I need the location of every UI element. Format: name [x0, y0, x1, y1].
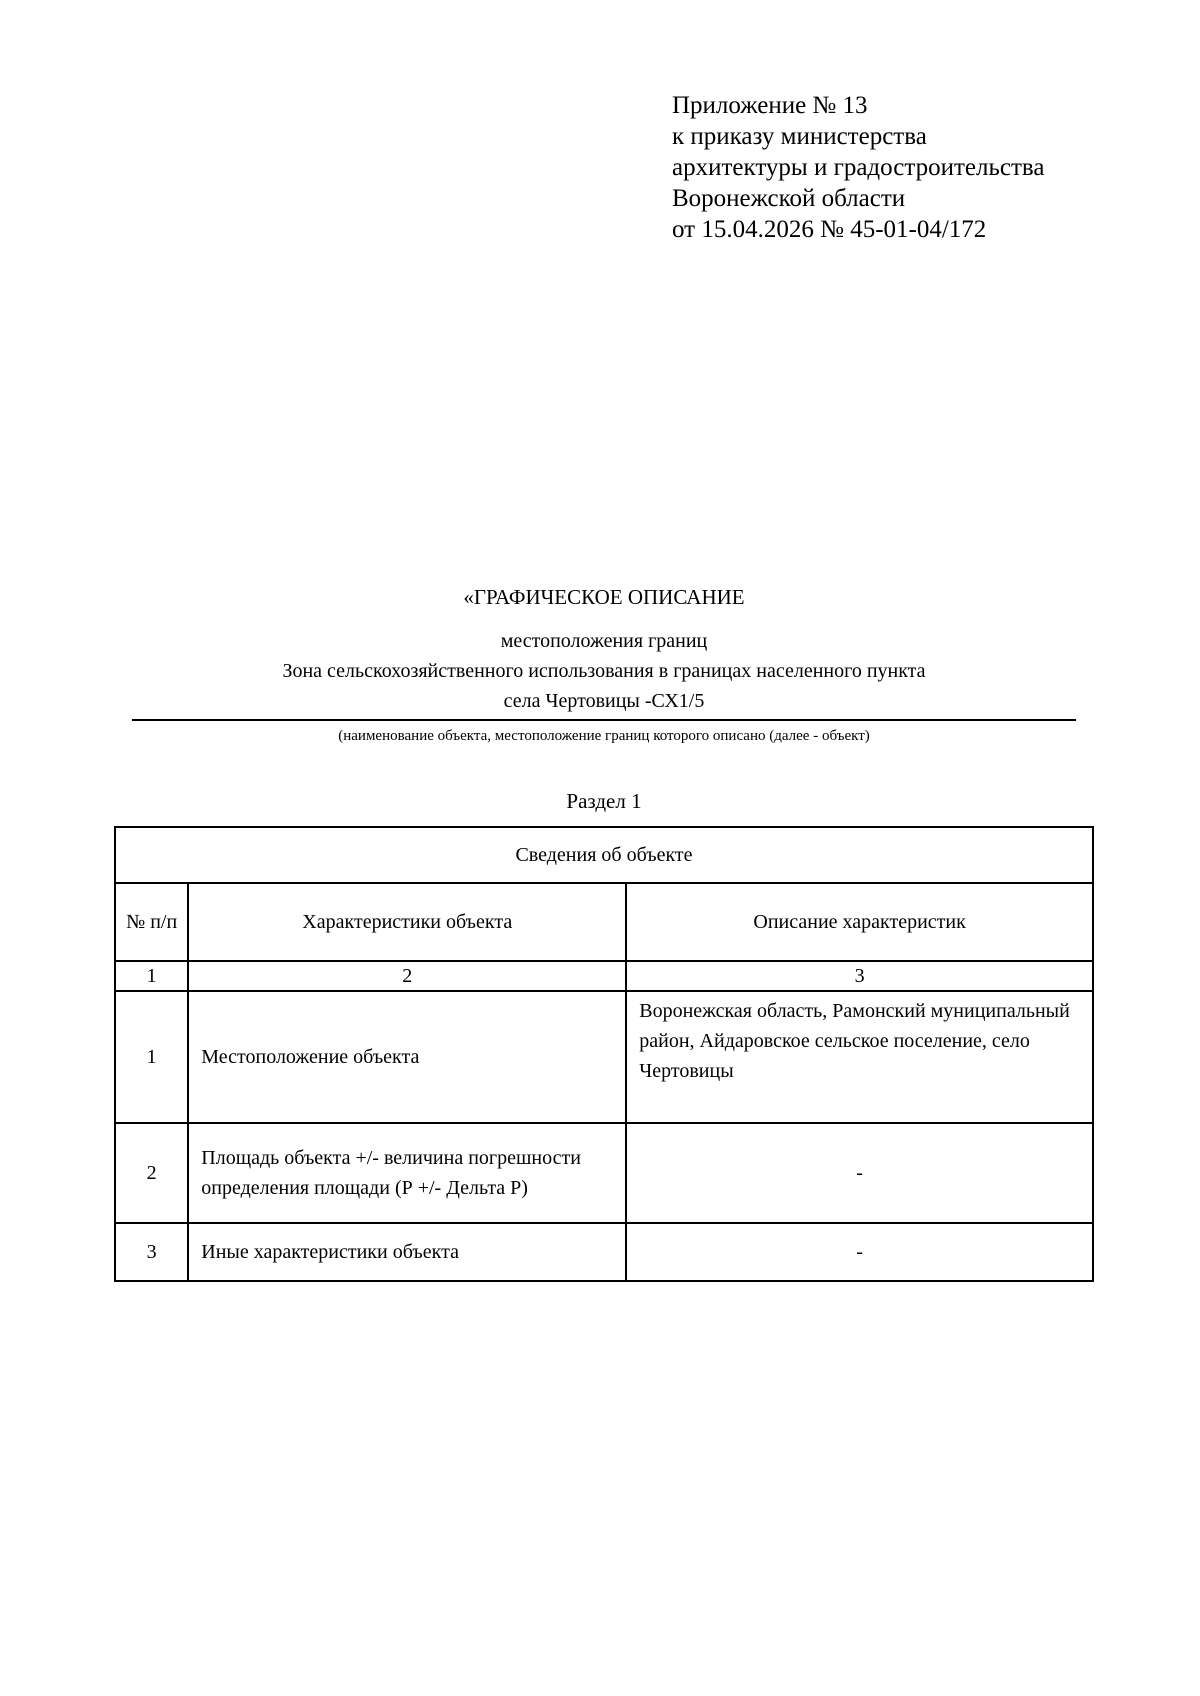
- table-header: Сведения об объекте: [115, 827, 1093, 883]
- row-characteristic: Иные характеристики объекта: [188, 1223, 626, 1281]
- section-label: Раздел 1: [566, 789, 642, 813]
- column-header-char: Характеристики объекта: [188, 883, 626, 961]
- subtitle-line-2: Зона сельскохозяйственного использования в границах населенного пункта: [282, 660, 926, 682]
- row-number: 2: [115, 1123, 188, 1223]
- appendix-order: к приказу министерства: [672, 123, 927, 150]
- subtitle-line-3: села Чертовицы -СХ1/5: [503, 690, 705, 712]
- document-title: «ГРАФИЧЕСКОЕ ОПИСАНИЕ: [463, 585, 745, 609]
- row-description: Воронежская область, Рамонский муниципальный район, Айдаровское сельское поселение, село Чертовицы: [626, 991, 1093, 1123]
- row-characteristic: Площадь объекта +/- величина погрешности определения площади (Р +/- Дельта Р): [188, 1123, 626, 1223]
- column-index-2: 2: [188, 961, 626, 991]
- document-subtitle: [132, 626, 1076, 716]
- subtitle-line-1: местоположения границ: [500, 630, 708, 652]
- column-index-1: 1: [115, 961, 188, 991]
- table-row: [115, 1123, 1093, 1223]
- column-index-3: 3: [626, 961, 1093, 991]
- appendix-number: Приложение № 13: [672, 92, 868, 119]
- title-underline: [132, 719, 1076, 721]
- appendix-region: Воронежской области: [672, 185, 906, 212]
- row-characteristic: Местоположение объекта: [188, 991, 626, 1123]
- table-row: [115, 1223, 1093, 1281]
- table-row: [115, 991, 1093, 1123]
- row-description: -: [626, 1223, 1093, 1281]
- row-number: 3: [115, 1223, 188, 1281]
- appendix-date: от 15.04.2026 № 45-01-04/172: [672, 216, 987, 243]
- row-number: 1: [115, 991, 188, 1123]
- column-header-desc: Описание характеристик: [626, 883, 1093, 961]
- table-header-row: [115, 827, 1093, 883]
- row-description: -: [626, 1123, 1093, 1223]
- appendix-ministry: архитектуры и градостроительства: [672, 154, 1045, 181]
- appendix-block: [672, 90, 1044, 245]
- title-caption: (наименование объекта, местоположение границ которого описано (далее - объект): [338, 728, 870, 744]
- table-column-index-row: [115, 961, 1093, 991]
- object-info-table: [114, 826, 1094, 1282]
- table-column-headers: [115, 883, 1093, 961]
- column-header-num: № п/п: [115, 883, 188, 961]
